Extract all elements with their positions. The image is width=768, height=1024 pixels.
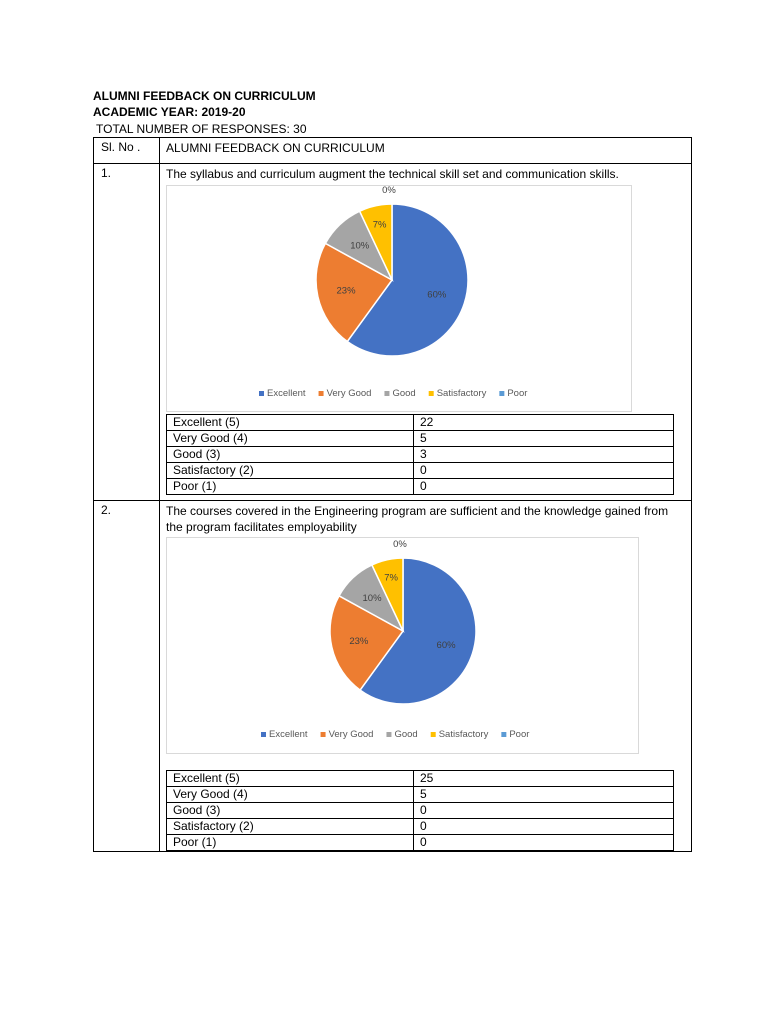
score-label: Very Good (4): [167, 787, 414, 803]
legend-label: Very Good: [328, 729, 374, 740]
legend-swatch: [431, 732, 436, 737]
pie-data-label: 7%: [372, 219, 387, 231]
pie-data-label: 23%: [349, 635, 369, 647]
score-value: 3: [414, 447, 674, 463]
legend-label: Poor: [507, 388, 528, 399]
col-header-slno: Sl. No .: [101, 140, 141, 154]
score-value: 0: [414, 479, 674, 495]
legend-swatch: [429, 391, 434, 396]
score-label: Satisfactory (2): [167, 819, 414, 835]
score-row: [167, 787, 674, 803]
pie-chart-2: [166, 537, 639, 754]
score-value: 0: [414, 835, 674, 851]
legend-label: Poor: [509, 729, 530, 740]
score-row: [167, 415, 674, 431]
document-title: ALUMNI FEEDBACK ON CURRICULUM: [93, 89, 316, 103]
score-table-1: [166, 414, 674, 495]
score-label: Good (3): [167, 447, 414, 463]
score-value: 22: [414, 415, 674, 431]
table-header-row: [94, 138, 692, 164]
score-row: [167, 819, 674, 835]
pie-chart-1: [166, 185, 632, 412]
score-row: [167, 479, 674, 495]
score-label: Good (3): [167, 803, 414, 819]
score-label: Very Good (4): [167, 431, 414, 447]
question-text: The syllabus and curriculum augment the technical skill set and communication skills.: [166, 167, 619, 181]
score-value: 5: [414, 431, 674, 447]
score-row: [167, 771, 674, 787]
score-label: Poor (1): [167, 835, 414, 851]
legend-swatch: [321, 732, 326, 737]
pie-chart-svg: [167, 186, 631, 411]
score-label: Excellent (5): [167, 771, 414, 787]
score-label: Excellent (5): [167, 415, 414, 431]
score-value: 5: [414, 787, 674, 803]
score-row: [167, 447, 674, 463]
legend-label: Excellent: [267, 388, 306, 399]
pie-chart-svg: [167, 538, 638, 753]
score-value: 25: [414, 771, 674, 787]
score-row: [167, 431, 674, 447]
legend-swatch: [501, 732, 506, 737]
score-row: [167, 835, 674, 851]
score-row: [167, 463, 674, 479]
pie-data-label: 60%: [436, 639, 456, 651]
question-text: The courses covered in the Engineering program are sufficient and the knowledge gained from the program facilitates employability: [166, 504, 669, 534]
score-value: 0: [414, 819, 674, 835]
legend-swatch: [259, 391, 264, 396]
legend-swatch: [386, 732, 391, 737]
legend-label: Good: [394, 729, 418, 740]
legend-swatch: [319, 391, 324, 396]
pie-data-label: 7%: [384, 572, 398, 584]
feedback-table: [93, 137, 692, 852]
legend-label: Satisfactory: [436, 388, 487, 399]
legend-label: Satisfactory: [438, 729, 489, 740]
question-number: 1.: [101, 166, 112, 180]
question-number: 2.: [101, 503, 112, 517]
pie-data-label: 23%: [336, 285, 356, 297]
pie-data-label: 10%: [350, 240, 370, 252]
legend-swatch: [499, 391, 504, 396]
legend-swatch: [384, 391, 389, 396]
score-row: [167, 803, 674, 819]
pie-data-label: 60%: [427, 289, 447, 301]
legend-label: Very Good: [326, 388, 372, 399]
score-label: Satisfactory (2): [167, 463, 414, 479]
pie-data-label: 0%: [393, 539, 407, 550]
score-table-2: [166, 770, 674, 851]
total-responses: TOTAL NUMBER OF RESPONSES: 30: [96, 122, 307, 136]
question-row: [94, 164, 692, 501]
legend-swatch: [261, 732, 266, 737]
question-row: [94, 501, 692, 852]
legend-label: Good: [392, 388, 416, 399]
pie-data-label: 10%: [362, 593, 382, 605]
col-header-feedback: ALUMNI FEEDBACK ON CURRICULUM: [166, 141, 385, 155]
score-label: Poor (1): [167, 479, 414, 495]
score-value: 0: [414, 463, 674, 479]
legend-label: Excellent: [269, 729, 308, 740]
academic-year: ACADEMIC YEAR: 2019-20: [93, 105, 246, 119]
score-value: 0: [414, 803, 674, 819]
pie-data-label: 0%: [382, 186, 396, 196]
